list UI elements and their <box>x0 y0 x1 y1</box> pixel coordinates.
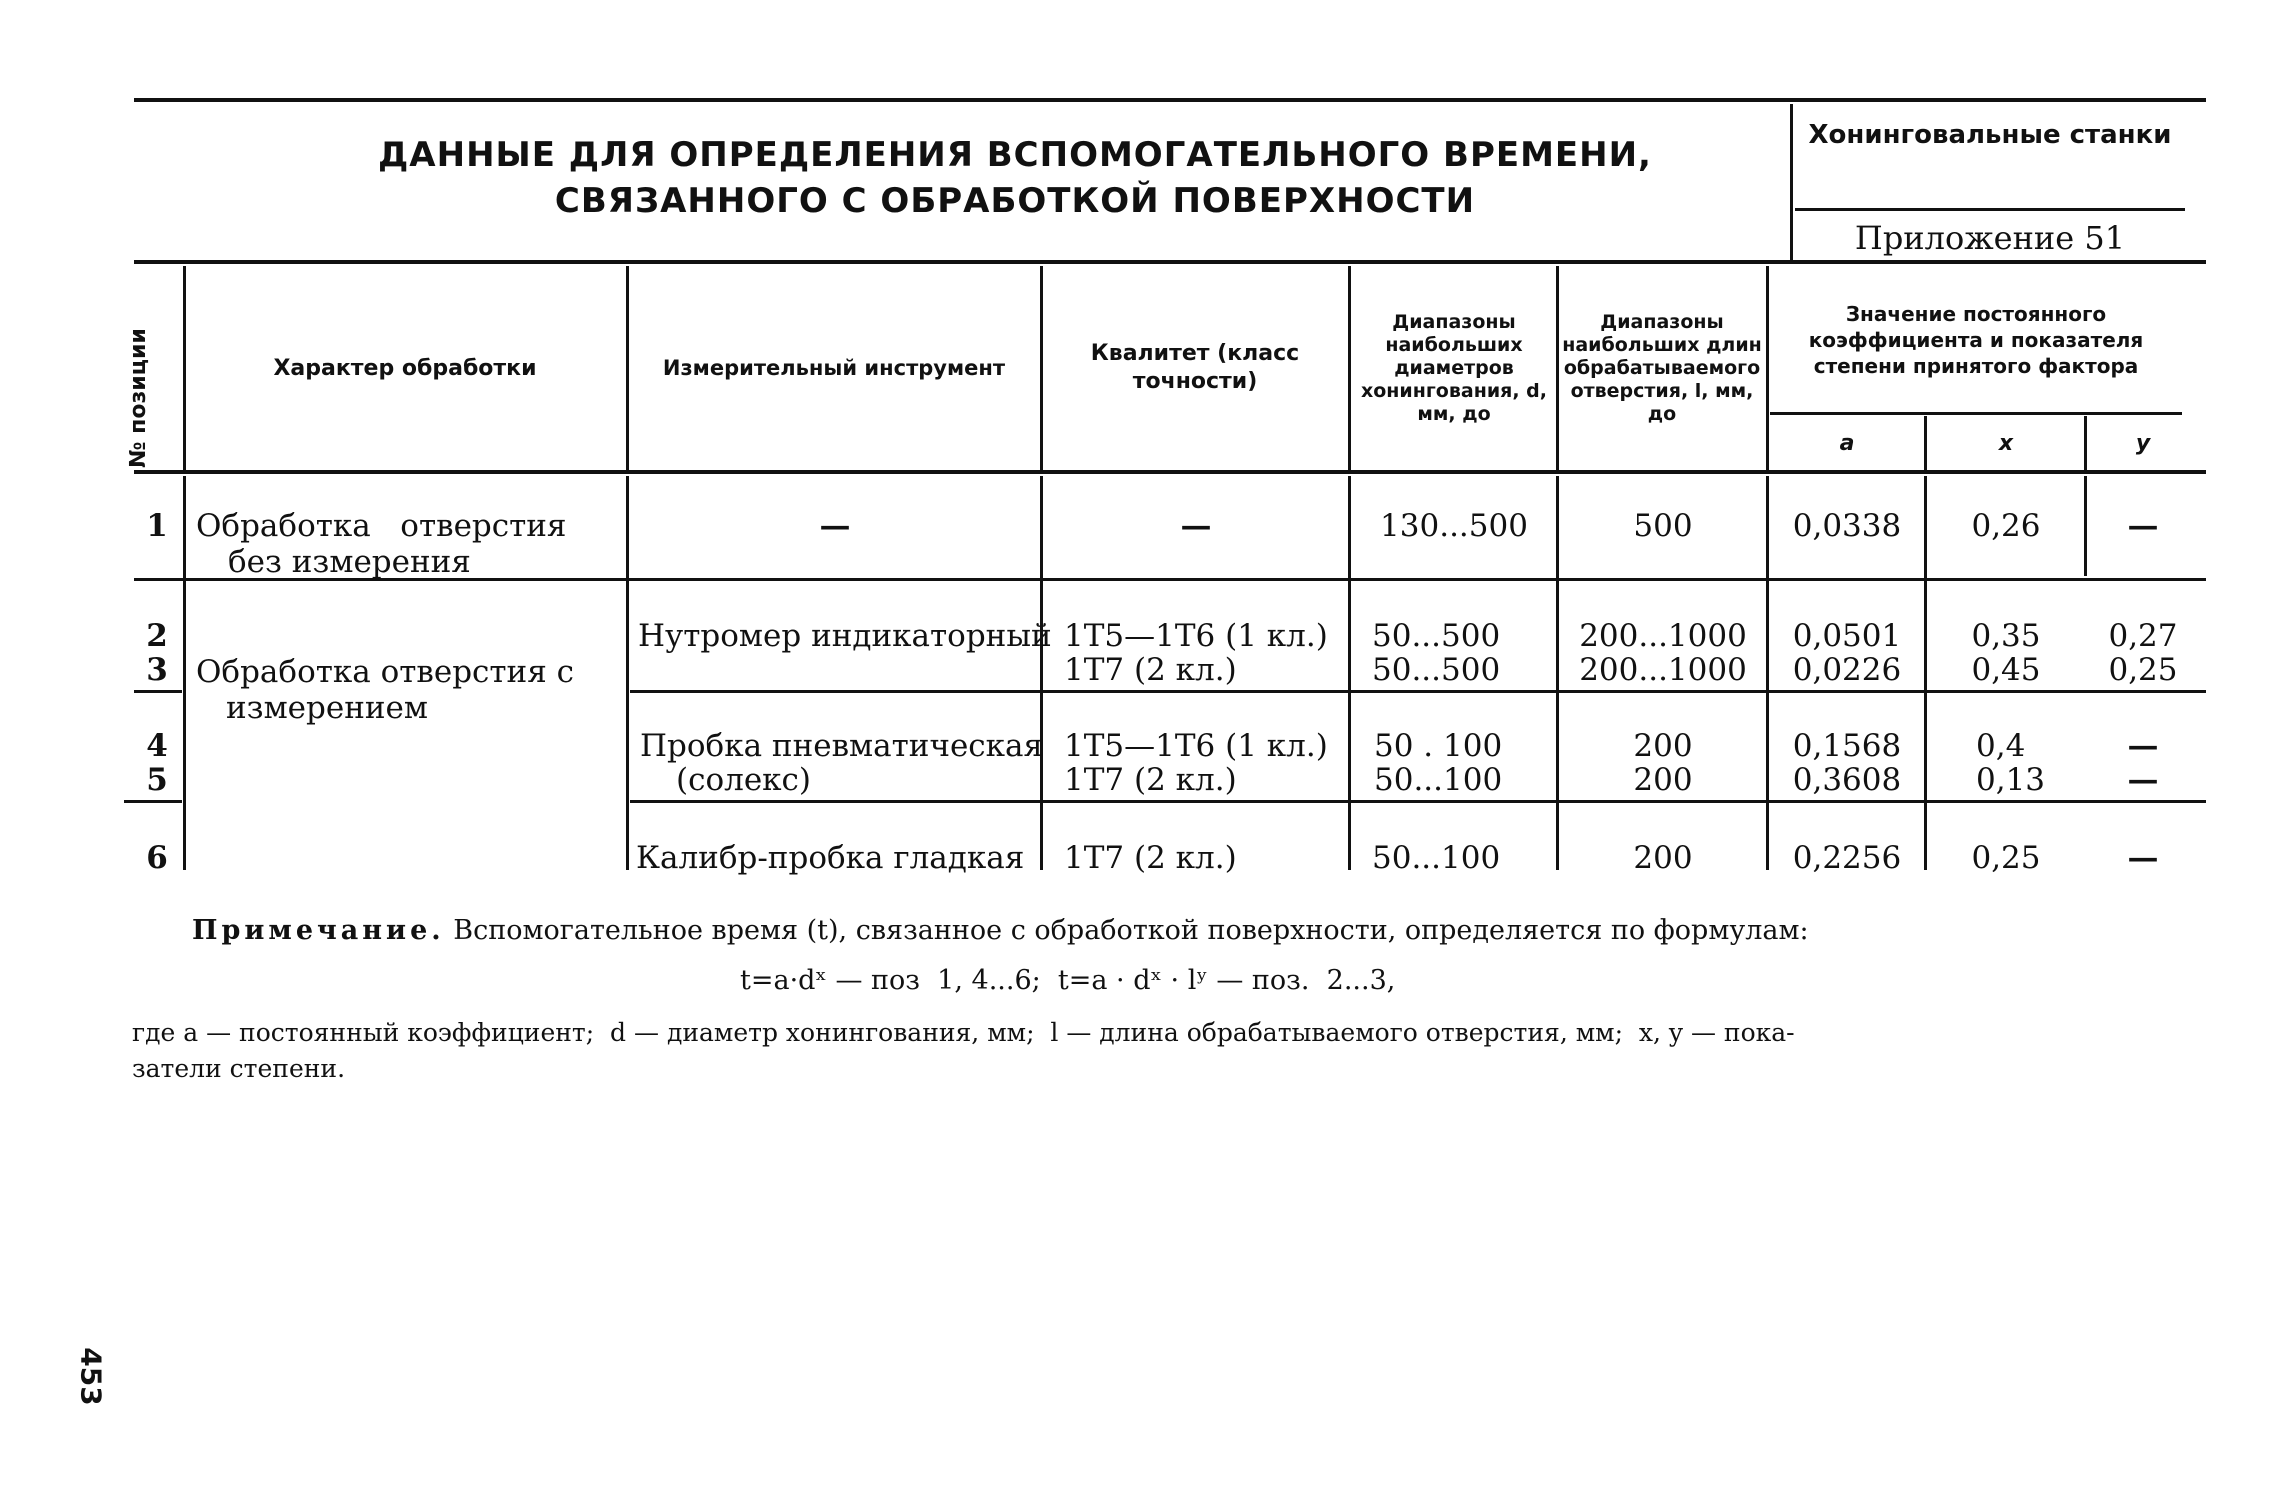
note-formula: t=a·dˣ — поз 1, 4...6; t=a · dˣ · lʸ — поз. 2...3, <box>740 965 1396 996</box>
row4-x: 0,4 <box>1976 728 2026 764</box>
rows45-bottom-rule <box>630 800 2206 803</box>
col-rule-7 <box>1924 416 1927 470</box>
note-text-2: где a — постоянный коэффициент; d — диаметр хонингования, мм; l — длина обрабатываемого отверстия, мм; x, y — пока- <box>132 1018 1795 1047</box>
row1-y: — <box>2127 508 2159 544</box>
col-rule-5 <box>1556 266 1559 470</box>
appendix-label: Приложение 51 <box>1854 219 2126 257</box>
row1-a: 0,0338 <box>1792 508 1902 544</box>
body-col-rule-2 <box>626 476 629 870</box>
row1-x: 0,26 <box>1971 508 2041 544</box>
row3-d: 50...500 <box>1372 652 1501 688</box>
row5-quality: 1Т7 (2 кл.) <box>1064 762 1237 798</box>
rows2-6-nature-line1: Обработка отверстия с <box>196 654 574 690</box>
position-header: № позиции <box>126 328 151 468</box>
col-rule-1 <box>183 266 186 470</box>
quality-header: Квалитет (класс точности) <box>1090 341 1300 394</box>
row5-pos: 5 <box>146 762 168 798</box>
row6-pos: 6 <box>146 840 168 876</box>
row6-x: 0,25 <box>1971 840 2041 876</box>
row5-a: 0,3608 <box>1792 762 1902 798</box>
page-number: 453 <box>74 1347 108 1406</box>
row6-quality: 1Т7 (2 кл.) <box>1064 840 1237 876</box>
row4-a: 0,1568 <box>1792 728 1902 764</box>
row2-x: 0,35 <box>1971 618 2041 654</box>
col-rule-4 <box>1348 266 1351 470</box>
row5-y: — <box>2127 762 2159 798</box>
row1-d: 130...500 <box>1380 508 1528 544</box>
a-header: a <box>1839 430 1855 456</box>
instrument-indicator: Нутромер индикаторный <box>638 618 1052 654</box>
row3-a: 0,0226 <box>1792 652 1902 688</box>
row1-pos: 1 <box>146 508 168 544</box>
col-rule-8 <box>2084 416 2087 470</box>
header-bottom-rule <box>134 260 2206 264</box>
body-col-rule-4 <box>1348 476 1351 870</box>
note-label: Примечание. <box>192 915 445 946</box>
rows2-6-nature-line2: измерением <box>226 690 428 726</box>
row1-instrument: — <box>819 508 851 544</box>
body-col-rule-3 <box>1040 476 1043 870</box>
body-col-rule-7 <box>1924 476 1927 870</box>
note-text-1: Вспомогательное время (t), связанное с обработкой поверхности, определяется по формулам: <box>453 915 1809 946</box>
col-rule-3 <box>1040 266 1043 470</box>
body-col-rule-8 <box>2084 476 2087 576</box>
row6-l: 200 <box>1633 840 1693 876</box>
row6-d: 50...100 <box>1372 840 1501 876</box>
coef-subrule <box>1770 412 2182 415</box>
col-rule-2 <box>626 266 629 470</box>
instrument-pneumatic-line2: (солекс) <box>676 762 811 798</box>
row3-l: 200...1000 <box>1579 652 1747 688</box>
instrument-gauge: Калибр-пробка гладкая <box>636 840 1025 876</box>
corner-inner-rule <box>1795 208 2185 211</box>
row2-pos: 2 <box>146 618 168 654</box>
row1-nature-line2: без измерения <box>228 544 471 580</box>
row6-a: 0,2256 <box>1792 840 1902 876</box>
row3-quality: 1Т7 (2 кл.) <box>1064 652 1237 688</box>
coef-group-header: Значение постоянного коэффициента и показателя степени принятого фактора <box>1808 302 2144 378</box>
nature-header: Характер обработки <box>273 355 537 381</box>
header-body-rule <box>134 470 2206 474</box>
row3-y: 0,25 <box>2108 652 2178 688</box>
row1-nature-line1: Обработка отверстия <box>196 508 567 544</box>
row2-quality: 1Т5—1Т6 (1 кл.) <box>1064 618 1328 654</box>
row2-y: 0,27 <box>2108 618 2178 654</box>
x-header: x <box>1998 430 2014 456</box>
row6-y: — <box>2127 840 2159 876</box>
row1-quality: — <box>1180 508 1212 544</box>
len-range-header: Диапазоны наибольших длин обрабатываемого отверстия, l, мм, до <box>1562 310 1762 425</box>
row4-pos: 4 <box>146 728 168 764</box>
row3-x: 0,45 <box>1971 652 2041 688</box>
title-line-2: СВЯЗАННОГО С ОБРАБОТКОЙ ПОВЕРХНОСТИ <box>554 181 1476 221</box>
body-col-rule-1 <box>183 476 186 870</box>
y-header: y <box>2135 430 2151 456</box>
row4-l: 200 <box>1633 728 1693 764</box>
row4-d: 50 . 100 <box>1374 728 1503 764</box>
top-rule <box>134 98 2206 102</box>
row5-l: 200 <box>1633 762 1693 798</box>
row4-y: — <box>2127 728 2159 764</box>
row2-l: 200...1000 <box>1579 618 1747 654</box>
row5-x: 0,13 <box>1976 762 2046 798</box>
row5-d: 50...100 <box>1374 762 1503 798</box>
rows23-bottom-rule <box>630 690 2206 693</box>
machine-type: Хонинговальные станки <box>1808 120 2172 150</box>
body-col-rule-5 <box>1556 476 1559 870</box>
instrument-pneumatic-line1: Пробка пневматическая <box>640 728 1044 764</box>
diam-range-header: Диапазоны наибольших диаметров хонингования, d, мм, до <box>1361 310 1547 425</box>
note-line-1 <box>192 912 2172 950</box>
row2-d: 50...500 <box>1372 618 1501 654</box>
rows45-pos-rule <box>124 800 182 803</box>
row4-quality: 1Т5—1Т6 (1 кл.) <box>1064 728 1328 764</box>
note-text-3: затели степени. <box>132 1054 346 1083</box>
row2-a: 0,0501 <box>1792 618 1902 654</box>
instrument-header: Измерительный инструмент <box>662 356 1006 380</box>
corner-divider <box>1790 104 1793 260</box>
table-title <box>300 132 1730 224</box>
row3-pos: 3 <box>146 652 168 688</box>
rows23-pos-rule <box>134 690 182 693</box>
body-col-rule-6 <box>1766 476 1769 870</box>
col-rule-6 <box>1766 266 1769 470</box>
row1-l: 500 <box>1633 508 1693 544</box>
title-line-1: ДАННЫЕ ДЛЯ ОПРЕДЕЛЕНИЯ ВСПОМОГАТЕЛЬНОГО ВРЕМЕНИ, <box>378 135 1652 175</box>
